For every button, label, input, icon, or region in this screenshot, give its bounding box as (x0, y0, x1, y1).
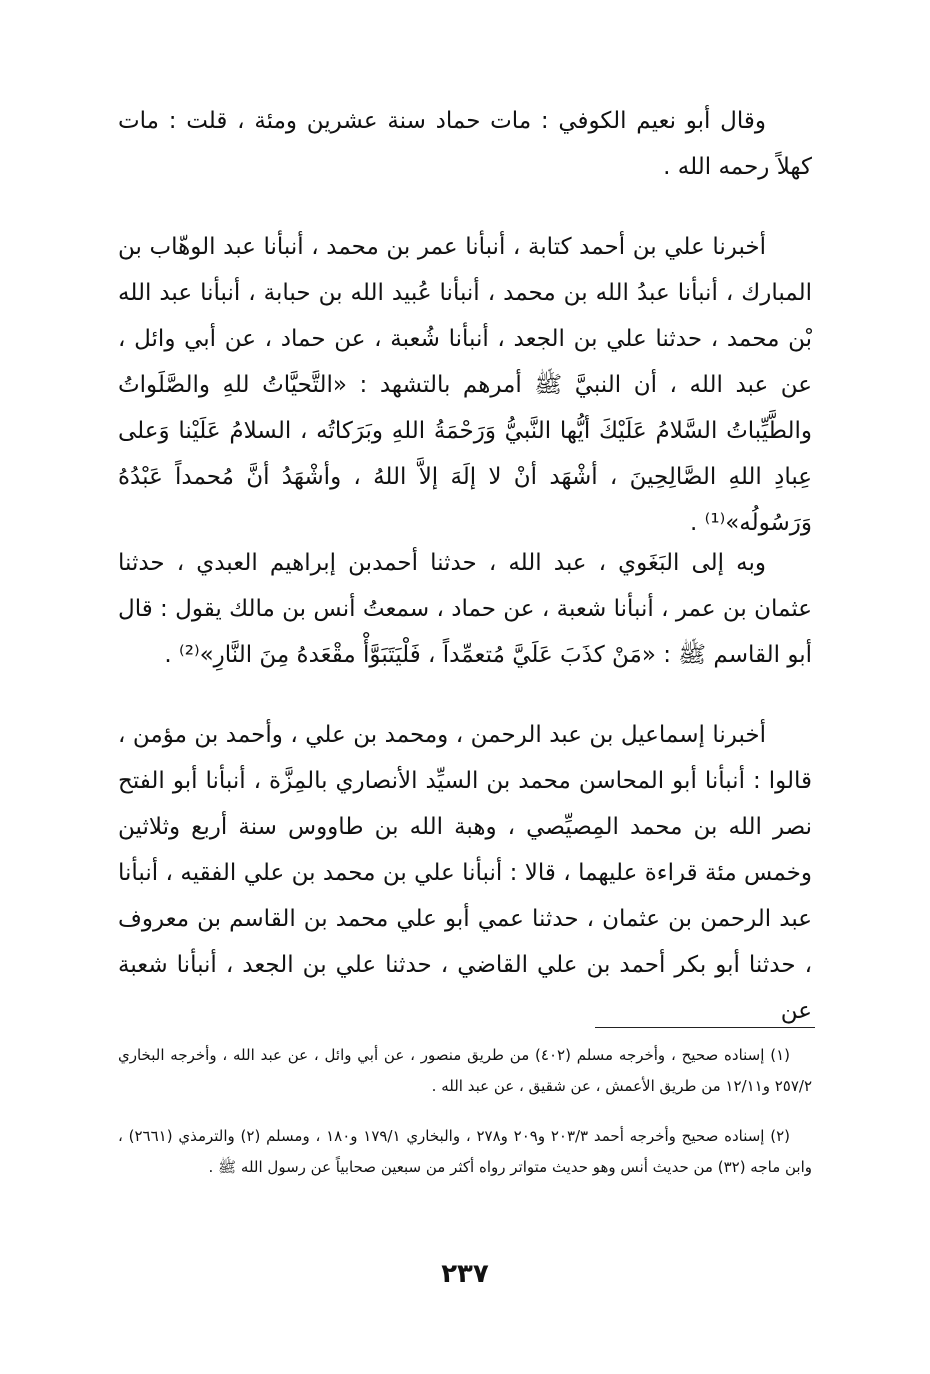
footnote-separator (595, 1027, 815, 1028)
paragraph-death-of-hammad: وقال أبو نعيم الكوفي : مات حماد سنة عشرين ومئة ، قلت : مات كهلاً رحمه الله . (118, 108, 812, 180)
paragraph-isnad-chain: أخبرنا إسماعيل بن عبد الرحمن ، ومحمد بن علي ، وأحمد بن مؤمن ، قالوا : أنبأنا أبو المحاسن محمد بن السيِّد الأنصاري بالمِزَّة ، أنبأنا أبو الفتح نصر الله بن محمد المِصيِّصي ، وهبة الله بن طاووس سنة أربع وثلاثين وخمس مئة قراءة عليهما ، قالا : أنبأنا علي بن محمد بن علي الفقيه ، أنبأنا عبد الرحمن بن عثمان ، حدثنا عمي أبو علي محمد بن القاسم بن معروف ، حدثنا أبو بكر أحمد بن علي القاضي ، حدثنا علي بن الجعد ، أنبأنا شعبة عن (118, 722, 812, 1024)
paragraph-tashahhud-hadith: أخبرنا علي بن أحمد كتابة ، أنبأنا عمر بن محمد ، أنبأنا عبد الوهّاب بن المبارك ، أنبأنا عبدُ الله بن محمد ، أنبأنا عُبيد الله بن حبابة ، أنبأنا عبد الله بْن محمد ، حدثنا علي بن الجعد ، أنبأنا شُعبة ، عن حماد ، عن أبي وائل ، عن عبد الله ، أن النبيَّ ﷺ أمرهم بالتشهد : «التَّحيَّاتُ للهِ والصَّلَواتُ والطَّيِّباتُ السَّلامُ عَلَيْكَ أيُّها النَّبيُّ وَرَحْمَةُ اللهِ وبَرَكاتُه ، السلامُ عَلَيْنا وَعلى عِبادِ اللهِ الصَّالِحِينَ ، أشْهَد أنْ لا إلَهَ إلاَّ اللهُ ، وأشْهَدُ أنَّ مُحمداً عَبْدُهُ وَرَسُولُه»⁽¹⁾ . (118, 234, 812, 536)
paragraph-lying-hadith: وبه إلى البَغَوي ، عبد الله ، حدثنا أحمدبن إبراهيم العبدي ، حدثنا عثمان بن عمر ، أنبأنا شعبة ، عن حماد ، سمعتُ أنس بن مالك يقول : قال أبو القاسم ﷺ : «مَنْ كذَبَ عَلَيَّ مُتعمِّداً ، فَلْيَتَبَوَّأْ مقْعَدهُ مِنَ النَّارِ»⁽²⁾ . (118, 550, 812, 668)
footnote-2: (٢) إسناده صحيح وأخرجه أحمد ٢٠٣/٣ و٢٠٩ و٢٧٨ ، والبخاري ١٧٩/١ و١٨٠ ، ومسلم (٢) والترمذي (٢٦٦١) ، وابن ماجه (٣٢) من حديث أنس وهو حديث متواتر رواه أكثر من سبعين صحابياً عن رسول الله ﷺ . (118, 1127, 812, 1176)
footnote-1: (١) إسناده صحيح ، وأخرجه مسلم (٤٠٢) من طريق منصور ، عن أبي وائل ، عن عبد الله ، وأخرجه البخاري ٢٥٧/٢ و١٢/١١ من طريق الأعمش ، عن شقيق ، عن عبد الله . (118, 1046, 812, 1095)
page-number: ٢٣٧ (441, 1259, 489, 1289)
